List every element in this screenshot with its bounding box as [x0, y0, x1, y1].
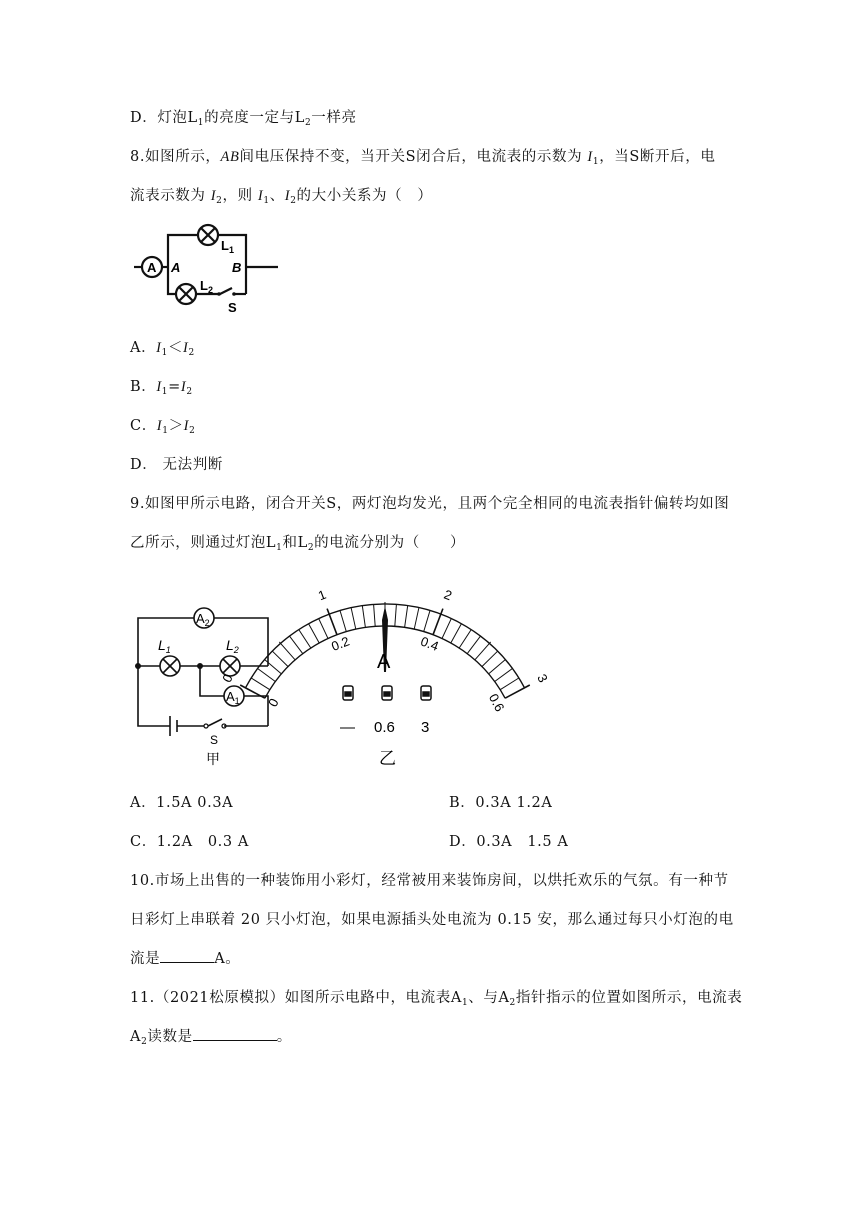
- q9-meter-bottom-tick-label: 0.6: [485, 691, 508, 715]
- q9-stem-line2: 乙所示，则通过灯泡$L_1$和$L_2$的电流分别为（ ）: [130, 535, 466, 553]
- q9-meter-tick: [290, 636, 303, 654]
- q9-meter-tick: [442, 619, 451, 639]
- q9-meter-tick: [319, 619, 328, 639]
- q7-option-d: D．灯泡$L_1$的亮度一定与$L_2$一样亮: [130, 110, 357, 128]
- q9-meter-tick: [405, 606, 408, 628]
- q9-meter-tick: [414, 608, 419, 630]
- q9-terminal-3: 3: [421, 719, 430, 736]
- q8-option-c: C．$I_1>I_2$: [130, 418, 196, 436]
- q10-answer-blank[interactable]: [160, 950, 214, 963]
- q8-switch-label: S: [228, 300, 237, 315]
- q9-option-c: C．1.2A 0.3 A: [130, 834, 249, 850]
- q10-stem-line2: 日彩灯上串联着 20 只小灯泡，如果电源插头处电流为 0.15 安，那么通过每只小灯泡的电: [130, 912, 734, 928]
- q9-meter-tick: [424, 611, 430, 632]
- q9-meter-tick: [279, 642, 295, 660]
- q9-meter-tick: [459, 630, 471, 648]
- q9-meter-tick: [495, 669, 513, 682]
- q9-meter-terminals: [343, 686, 431, 700]
- q9-meter-tick: [475, 642, 491, 660]
- q8-l2-label: $L_2$: [200, 278, 213, 295]
- q11-stem-line1: 11.（2021松原模拟）如图所示电路中，电流表$A_1$、与$A_2$指针指示的位置如图所示，电流表: [130, 990, 743, 1008]
- q9-meter-top-tick-label: 1: [315, 586, 329, 604]
- q9-meter-tick: [500, 678, 519, 690]
- q9-meter-top-tick-label: 0: [219, 671, 236, 685]
- q9-terminal-0.6: 0.6: [374, 719, 395, 736]
- q9-option-b: B．0.3A 1.2A: [449, 795, 553, 811]
- q9-l2-label: $L_2$: [226, 637, 239, 655]
- q9-meter-tick: [451, 624, 462, 643]
- q9-meter-tick: [299, 630, 311, 648]
- q8-l1-label: $L_1$: [221, 238, 234, 255]
- q9-option-a: A．1.5A 0.3A: [130, 795, 234, 811]
- q9-meter-tick: [467, 636, 480, 654]
- q11-answer-blank[interactable]: [193, 1028, 277, 1041]
- q9-option-d: D．0.3A 1.5 A: [449, 834, 569, 850]
- q9-stem-line1: 9.如图甲所示电路，闭合开关S，两灯泡均发光，且两个完全相同的电流表指针偏转均如图: [130, 496, 730, 512]
- q9-meter-tick: [351, 608, 356, 630]
- q8-stem-line2: 流表示数为 $I_2$，则 $I_1$、$I_2$的大小关系为（ ）: [130, 188, 433, 206]
- q9-meter-tick: [489, 660, 506, 674]
- q9-meter-bottom-tick-label: 0: [265, 695, 282, 710]
- q8-node-a: A: [171, 260, 181, 275]
- q9-terminal-negative: —: [340, 719, 355, 736]
- q8-node-b: B: [232, 260, 242, 275]
- q9-l1-label: $L_1$: [158, 637, 171, 655]
- q8-circuit-figure: [128, 218, 288, 318]
- q9-meter-tick: [395, 604, 397, 626]
- q9-a1-label: $A_1$: [226, 689, 240, 706]
- q8-option-b: B．$I_1=I_2$: [130, 379, 193, 397]
- q8-stem-line1: 8.如图所示，AB间电压保持不变，当开关S闭合后，电流表的示数为 $I_1$，当S断开后，电: [130, 149, 716, 167]
- q9-meter-top-tick-label: 2: [441, 586, 455, 604]
- q9-meter-bottom-tick-label: 0.4: [418, 633, 441, 654]
- q9-caption-jia: 甲: [206, 751, 220, 767]
- q9-meter-bottom-tick-label: 0.2: [329, 633, 352, 654]
- q8-option-a: A．$I_1<I_2$: [130, 340, 195, 358]
- q9-meter-tick: [374, 604, 376, 626]
- q9-meter-tick: [309, 624, 320, 643]
- q9-meter-top-tick-label: 3: [534, 671, 551, 685]
- q9-meter-tick: [482, 651, 498, 666]
- q8-option-d: D． 无法判断: [130, 457, 223, 473]
- q9-a2-label: $A_2$: [196, 611, 210, 628]
- q10-stem-line1: 10.市场上出售的一种装饰用小彩灯，经常被用来装饰房间，以烘托欢乐的气氛。有一种节: [130, 873, 729, 889]
- q11-stem-line2: $A_2$读数是 。: [130, 1029, 292, 1047]
- q9-meter-tick: [362, 606, 365, 628]
- q9-meter-tick: [505, 685, 530, 698]
- q9-caption-yi: 乙: [379, 749, 396, 768]
- q10-stem-line3: 流是 A。: [130, 951, 241, 967]
- q9-switch-label: S: [210, 733, 219, 747]
- q9-meter-unit: A: [377, 651, 391, 673]
- q8-ammeter-label: A: [147, 260, 157, 275]
- q9-meter-tick: [340, 611, 346, 632]
- q9-circuit-jia: [128, 598, 288, 770]
